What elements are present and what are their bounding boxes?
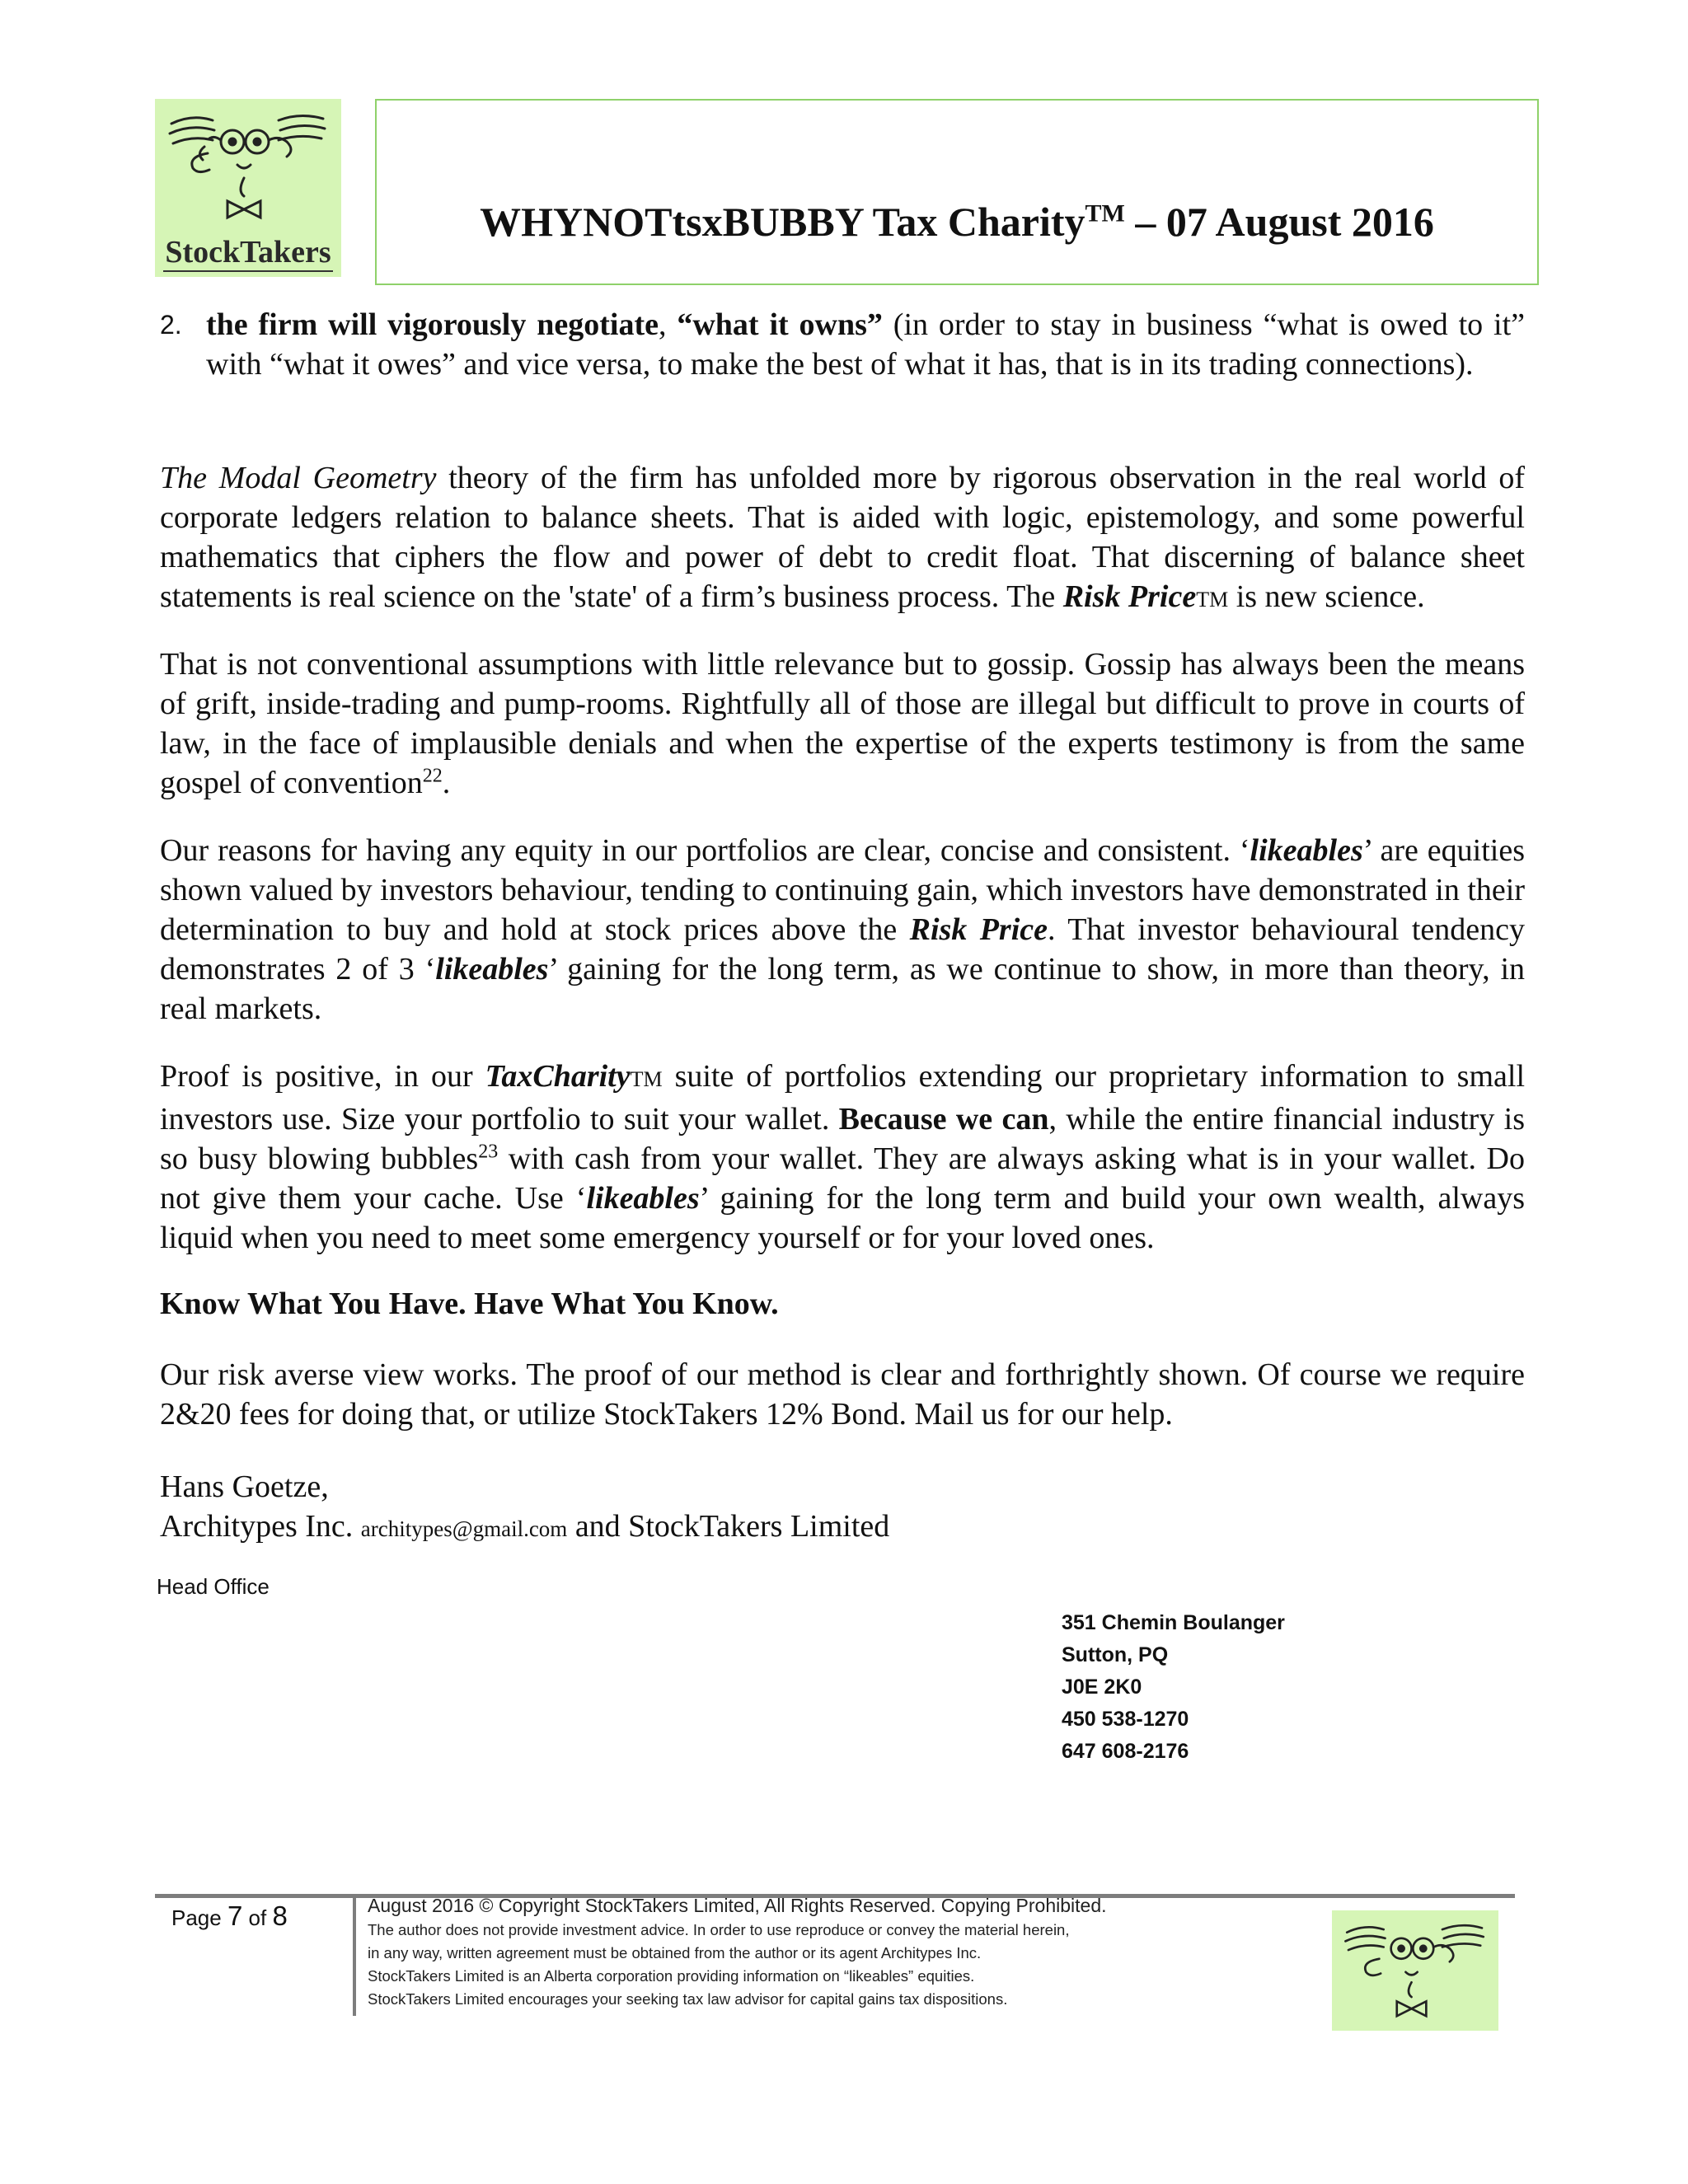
address-phone-1: 450 538-1270 xyxy=(1062,1708,1189,1731)
cartoon-face-icon xyxy=(1332,1910,1498,2031)
footer-line: The author does not provide investment advice. In order to use reproduce or convey the material herein, xyxy=(368,1921,1070,1938)
logo-wordmark: StockTakers xyxy=(165,235,331,269)
address-postal: J0E 2K0 xyxy=(1062,1675,1142,1699)
page-number: Page 7 of 8 xyxy=(171,1900,288,1931)
address-block xyxy=(1062,1607,1285,1768)
footer-line: StockTakers Limited is an Alberta corporation providing information on “likeables” equities. xyxy=(368,1967,975,1985)
footer-divider xyxy=(353,1894,356,2016)
paragraph-gossip: That is not conventional assumptions with little relevance but to gossip. Gossip has always been the means of grift, inside-trading and pump-rooms. Rightfully all of those are illegal but difficult to prove in courts of law, in the face of implausible denials and when the expertise of the experts testimony is from the same gospel of convention$^{22}$. xyxy=(160,647,1525,800)
address-phone-2: 647 608-2176 xyxy=(1062,1740,1189,1763)
footer-line: August 2016 © Copyright StockTakers Limited, All Rights Reserved. Copying Prohibited. xyxy=(368,1895,1107,1916)
footer-line: StockTakers Limited encourages your seeking tax law advisor for capital gains tax dispositions. xyxy=(368,1990,1008,2008)
address-street: 351 Chemin Boulanger xyxy=(1062,1611,1285,1634)
head-office-label: Head Office xyxy=(157,1574,270,1599)
paragraph-reasons: Our reasons for having any equity in our portfolios are clear, concise and consistent. ‘likeables’ are equities shown valued by investors behaviour, tending to continuing gain, which investors have demonstrated in their determination to buy and hold at stock prices above the Risk Price. That investor behavioural tendency demonstrates 2 of 3 ‘likeables’ gaining for the long term, as we continue to show, in more than theory, in real markets. xyxy=(160,833,1525,1026)
address-city: Sutton, PQ xyxy=(1062,1643,1169,1666)
paragraph-risk-averse: Our risk averse view works. The proof of our method is clear and forthrightly shown. Of course we require 2&20 fees for doing that, or utilize StockTakers 12% Bond. Mail us for our help. xyxy=(160,1357,1525,1432)
footer-line: in any way, written agreement must be obtained from the author or its agent Architypes Inc. xyxy=(368,1944,982,1961)
list-item-2: 2. the firm will vigorously negotiate, “what it owns” (in order to stay in business “what is owed to it” with “what it owes” and vice versa, to make the best of what it has, that is in its trading connections). xyxy=(206,305,1525,384)
signature-company: Architypes Inc. architypes@gmail.com and StockTakers Limited xyxy=(160,1509,890,1544)
footer-logo xyxy=(1332,1910,1498,2031)
signature-name: Hans Goetze, xyxy=(160,1469,329,1504)
footer-copyright xyxy=(368,1892,1107,2011)
logo-underline xyxy=(163,270,333,272)
paragraph-proof: Proof is positive, in our TaxCharityTM suite of portfolios extending our proprietary information to small investors use. Size your portfolio to suit your wallet. Because we can, while the entire financial industry is so busy blowing bubbles$^{23}$ with cash from your wallet. They are always asking what is in your wallet. Do not give them your cache. Use ‘likeables’ gaining for the long term and build your own wealth, always liquid when you need to meet some emergency yourself or for your loved ones. xyxy=(160,1059,1526,1255)
paragraph-modal-geometry: The Modal Geometry theory of the firm has unfolded more by rigorous observation in the real world of corporate ledgers relation to balance sheets. That is aided with logic, epistemology, and some powerful mathematics that ciphers the flow and power of debt to credit float. That discerning of balance sheet statements is real science on the 'state' of a firm’s business process. The Risk PriceTM is new science. xyxy=(160,461,1525,614)
page-title: WHYNOTtsxBUBBY Tax Charity™ – 07 August 2016 xyxy=(480,199,1434,245)
email-link[interactable]: architypes@gmail.com xyxy=(360,1516,568,1541)
motto: Know What You Have. Have What You Know. xyxy=(160,1286,779,1321)
stocktakers-logo xyxy=(155,99,341,277)
title-box xyxy=(375,99,1539,285)
list-number: 2. xyxy=(160,310,182,340)
